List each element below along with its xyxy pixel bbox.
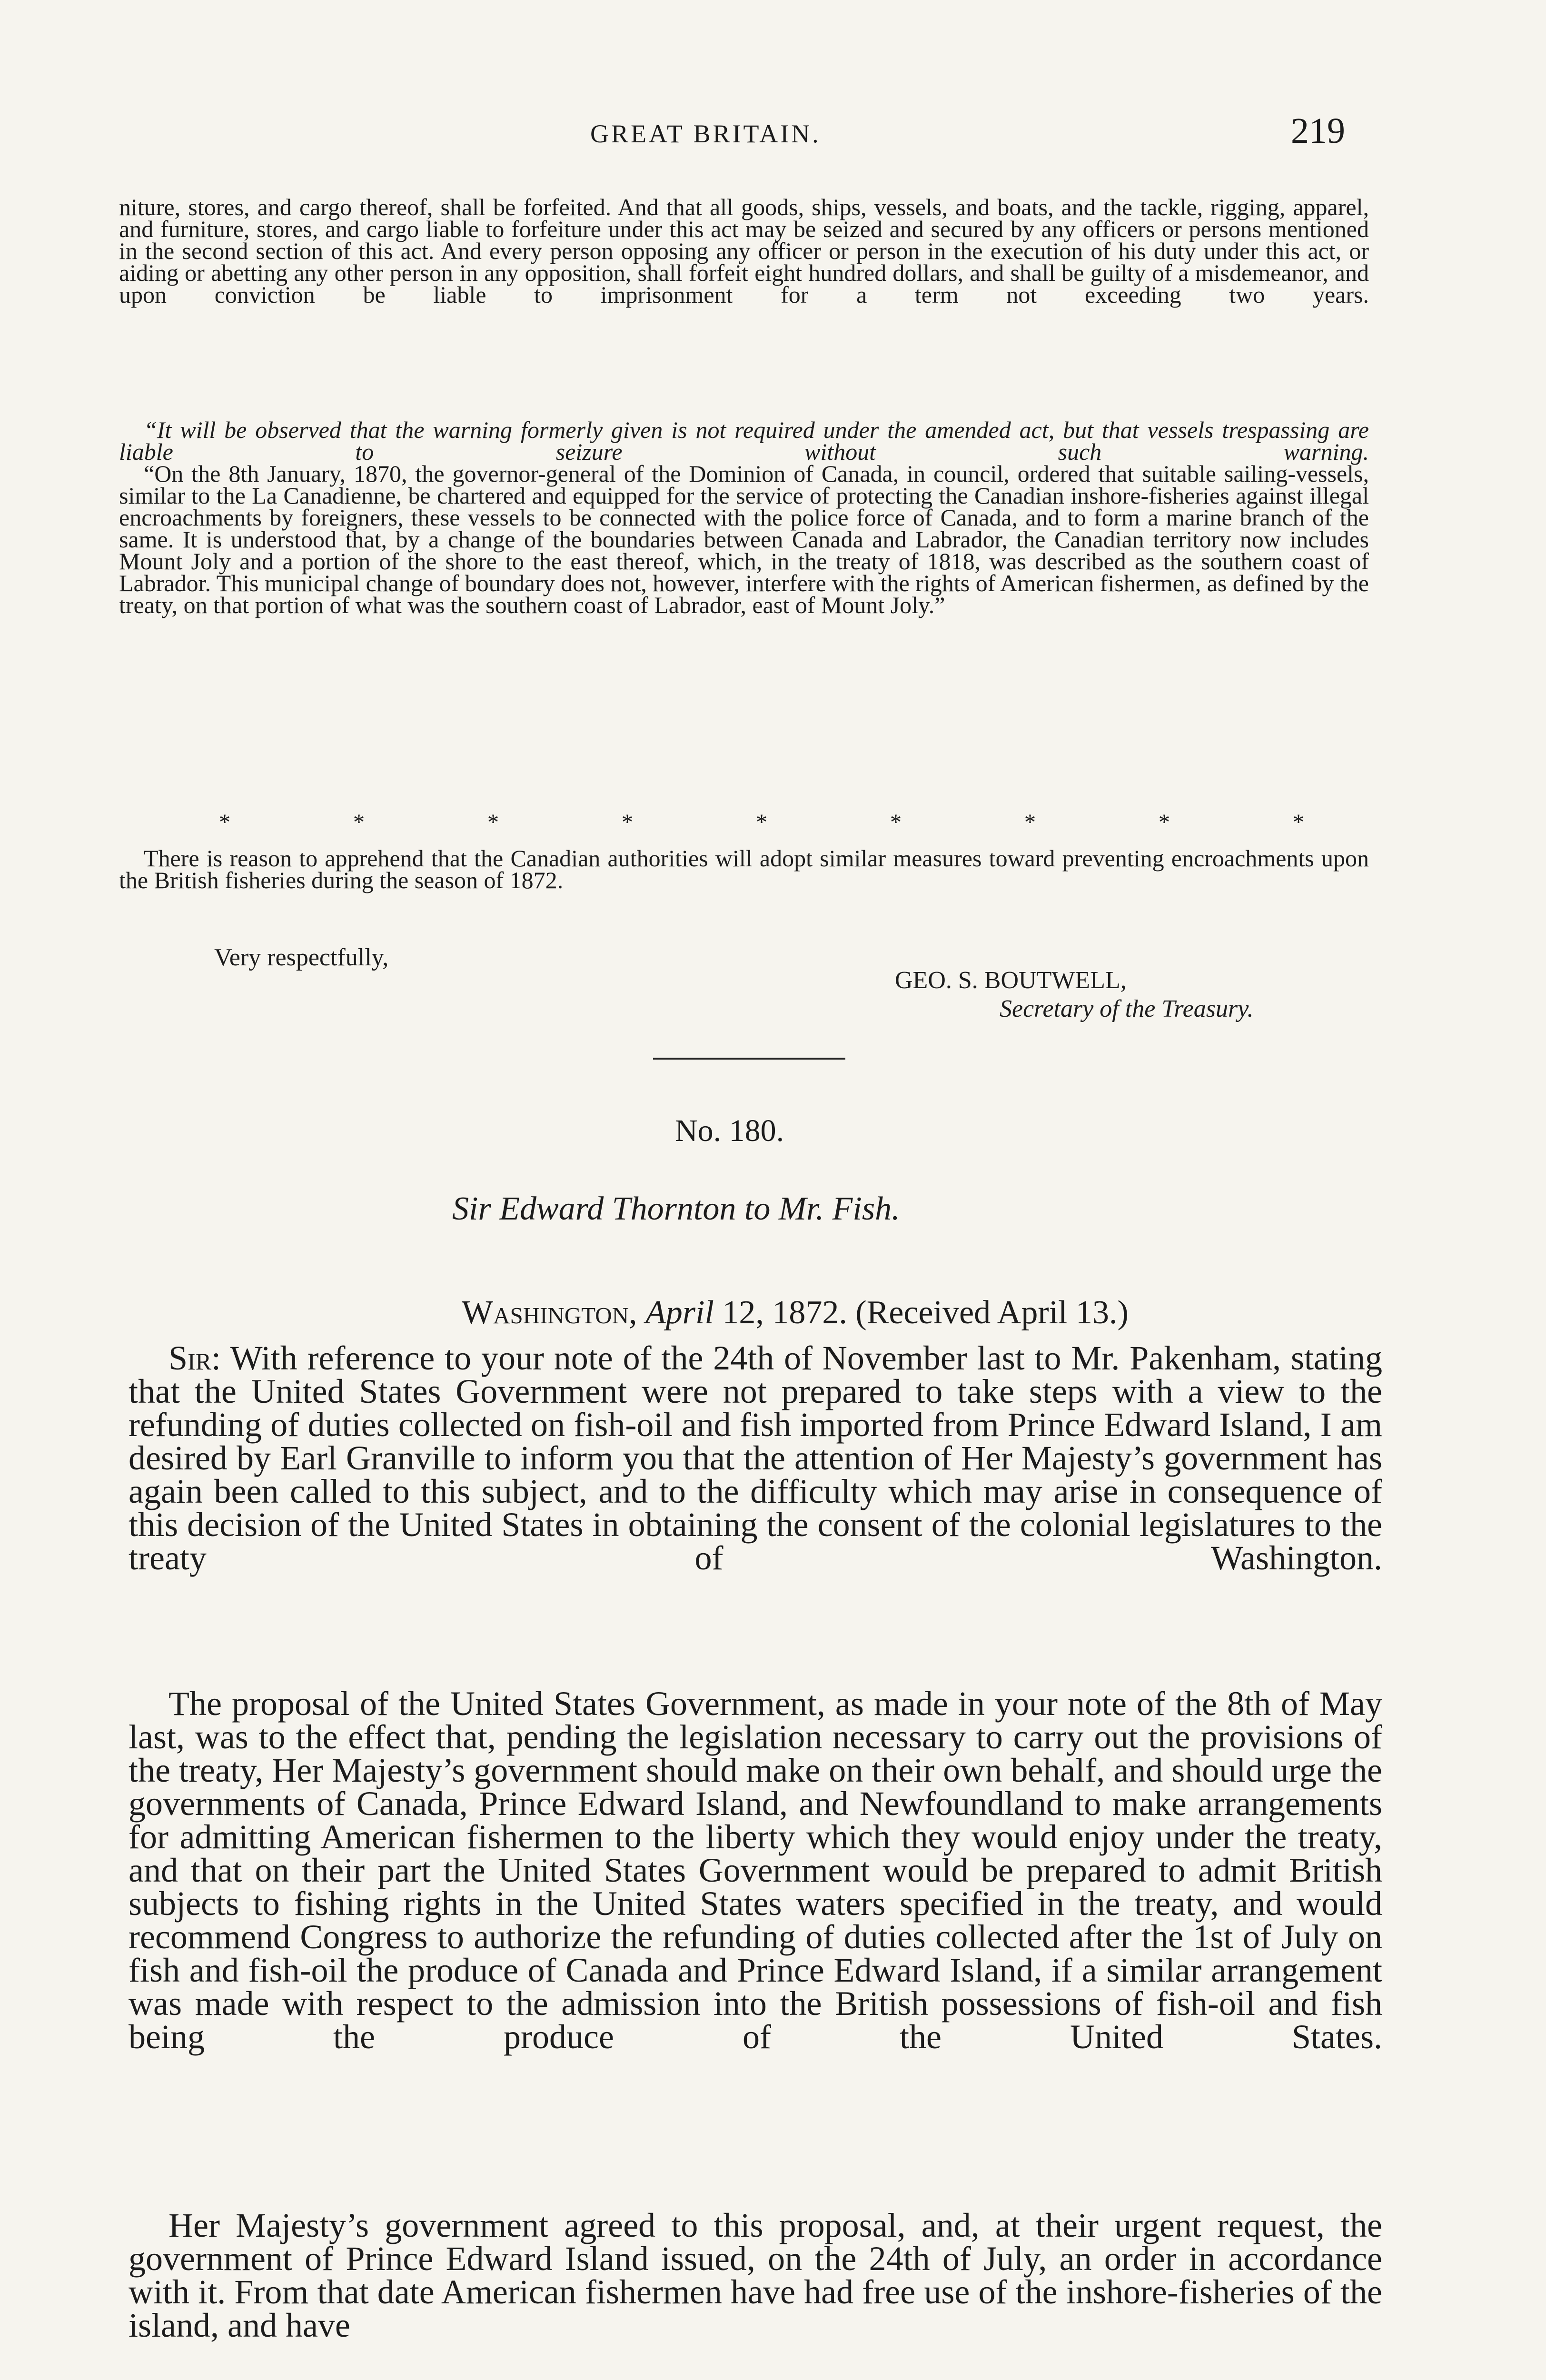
letter-text-1: With reference to your note of the 24th of November last to Mr. Pakenham, stating that the United States Government were not prepared to take steps with a view to the refunding of duties collected on fish-oil and fish imported from Prince Edward Island, I am desired by Earl Granville to inform you that the attention of Her Majesty’s government has again been called to this subject, and to the difficulty which may arise in consequence of this decision of the United States in obtaining the consent of the colonial legislatures to the treaty of Washington. xyxy=(129,1339,1383,1577)
letter-text-3: Her Majesty’s government agreed to this proposal, and, at their urgent request, the government of Prince Edward Island issued, on the 24th of July, an order in accordance with it. From that date American fishermen have had free use of the inshore-fisheries of the island, and have xyxy=(129,2206,1382,2344)
section-divider xyxy=(653,1058,845,1060)
star: * xyxy=(353,810,365,835)
closing-paragraph xyxy=(119,847,1369,891)
star: * xyxy=(1293,810,1304,835)
dateline-month: April xyxy=(645,1294,714,1331)
star: * xyxy=(622,810,633,835)
extract-text-3: “On the 8th January, 1870, the governor-general of the Dominion of Canada, in council, ordered that suitable sailing-vessels, similar to the La Canadienne, be chartered and equipped for the service of protecting the Canadian inshore-fisheries against illegal encroachments by foreigners, these vessels to be connected with the police force of Canada, and to form a marine branch of the same. It is understood that, by a change of the boundaries between Canada and Labrador, the Canadian territory now includes Mount Joly and a portion of the shore to the east thereof, which, in the treaty of 1818, was described as the southern coast of Labrador. This municipal change of boundary does not, however, interfere with the rights of American fishermen, as defined by the treaty, on that portion of what was the southern coast of Labrador, east of Mount Joly.” xyxy=(119,460,1369,618)
dateline xyxy=(462,1294,1129,1332)
document-number: No. 180. xyxy=(675,1113,784,1148)
star: * xyxy=(219,810,230,835)
dateline-received: (Received April 13.) xyxy=(855,1294,1129,1331)
dateline-place: Washington, xyxy=(462,1294,637,1331)
star: * xyxy=(1024,810,1036,835)
letter-paragraph-3 xyxy=(129,2206,1382,2344)
dateline-date: 12, 1872. xyxy=(722,1294,847,1331)
extract-paragraph-2 xyxy=(119,416,1369,465)
star: * xyxy=(487,810,499,835)
running-title: GREAT BRITAIN. xyxy=(590,119,821,148)
letter-paragraph-1 xyxy=(129,1341,1382,1575)
star: * xyxy=(1159,810,1170,835)
letter-text-2: The proposal of the United States Government, as made in your note of the 8th of May last, was to the effect that, pending the legislation necessary to carry out the provisions of the treaty, Her Majesty’s government should make on their own behalf, and should urge the governments of Canada, Prince Edward Island, and Newfoundland to make arrangements for admitting American fishermen to the liberty which they would enjoy under the treaty, and that on their part the United States Government would be prepared to admit British subjects to fishing rights in the United States waters specified in the treaty, and would recommend Congress to authorize the refunding of duties collected after the 1st of July on fish and fish-oil the produce of Canada and Prince Edward Island, if a similar arrangement was made with respect to the admission into the British possessions of fish-oil and fish being the produce of the United States. xyxy=(129,1685,1382,2056)
signature: GEO. S. BOUTWELL, xyxy=(895,967,1127,994)
extract-text-1: niture, stores, and cargo thereof, shall be forfeited. And that all goods, ships, vessels, and boats, and the tackle, rigging, apparel, and furniture, stores, and cargo liable to forfeiture under this act may be seized and secured by any officers or persons mentioned in the second section of this act. And every person opposing any officer or person in the execution of his duty under this act, or aiding or abetting any other person in any opposition, shall forfeit eight hundred dollars, and shall be guilty of a misdemeanor, and upon conviction be liable to imprisonment for a term not exceeding two years. xyxy=(119,194,1369,308)
extract-paragraph-3 xyxy=(119,460,1369,618)
page-number: 219 xyxy=(1291,111,1345,151)
extract-text-2: “It will be observed that the warning formerly given is not required under the amended act, but that vessels trespassing are liable to seizure without such warning. xyxy=(119,416,1369,465)
star: * xyxy=(890,810,902,835)
extract-paragraph-1 xyxy=(119,196,1369,306)
letter-heading: Sir Edward Thornton to Mr. Fish. xyxy=(452,1190,900,1227)
omission-stars xyxy=(219,809,1304,835)
letter-text-1-wrap xyxy=(129,1341,1382,1575)
salutation: Sir: xyxy=(168,1339,221,1377)
star: * xyxy=(756,810,767,835)
closing-text: There is reason to apprehend that the Canadian authorities will adopt similar measures toward preventing encroachments upon the British fisheries during the season of 1872. xyxy=(119,845,1369,893)
signatory-title: Secretary of the Treasury. xyxy=(1000,995,1254,1022)
valediction: Very respectfully, xyxy=(214,944,389,971)
letter-paragraph-2 xyxy=(129,1685,1382,2056)
